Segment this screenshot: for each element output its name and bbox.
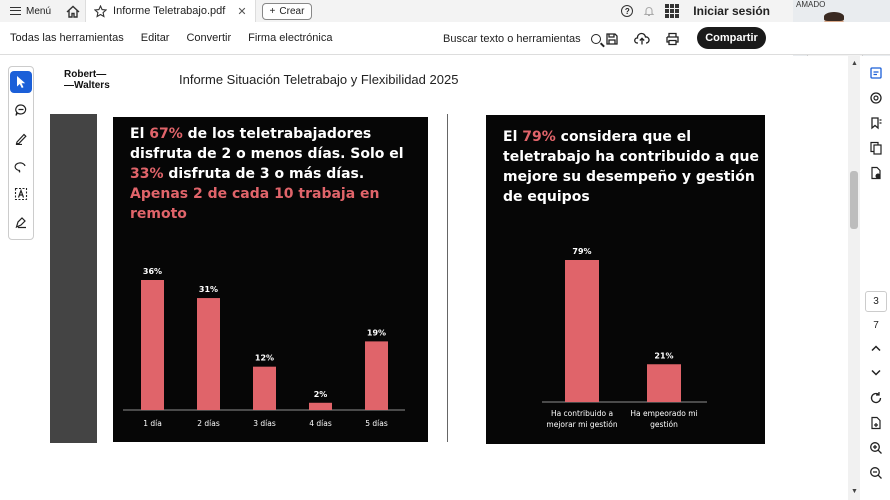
pages-icon[interactable] <box>868 140 884 156</box>
chart-data-label: 12% <box>254 353 275 363</box>
save-icon[interactable] <box>604 31 620 47</box>
chart-data-label: 31% <box>198 285 219 295</box>
pen-nib-icon <box>14 215 28 229</box>
right-heading-part: 79% <box>522 129 556 145</box>
search-label: Buscar texto o herramientas <box>443 32 581 45</box>
main-toolbar <box>0 22 890 55</box>
document-tab-label: Informe Teletrabajo.pdf <box>113 5 226 17</box>
chart-category-label: 4 días <box>309 419 332 428</box>
chart-bar <box>565 260 599 402</box>
total-pages: 7 <box>873 320 879 331</box>
chart-data-label: 79% <box>572 247 592 256</box>
toolbar-edit[interactable]: Editar <box>140 32 170 44</box>
chart-category-label: mejorar mi gestión <box>546 420 618 429</box>
home-button[interactable] <box>61 0 85 22</box>
star-icon[interactable] <box>94 5 107 18</box>
pen-icon <box>14 131 28 145</box>
left-infographic <box>113 117 428 442</box>
toolbar-esign[interactable]: Firma electrónica <box>248 32 333 44</box>
menu-button[interactable] <box>0 0 61 22</box>
previous-slide-edge <box>50 114 97 443</box>
chart-bar <box>647 364 681 402</box>
right-bar-chart <box>486 115 765 444</box>
chart-category-label: 3 días <box>253 419 276 428</box>
protect-file-icon[interactable] <box>868 165 884 181</box>
chevron-down-icon[interactable] <box>868 365 884 381</box>
webcam-label: AMADO <box>796 0 826 9</box>
right-rail <box>862 56 890 500</box>
chart-category-label: Ha contribuido a <box>550 409 614 418</box>
text-tool-button[interactable] <box>10 183 32 205</box>
search-icon <box>591 34 601 44</box>
left-heading-part: El <box>130 126 150 142</box>
home-icon <box>66 5 80 18</box>
bookmark-icon[interactable] <box>868 115 884 131</box>
refresh-icon[interactable] <box>868 390 884 406</box>
toolbar-icons <box>604 22 680 55</box>
chart-data-label: 21% <box>654 351 674 361</box>
select-tool-button[interactable] <box>10 71 32 93</box>
search-tools[interactable] <box>443 22 601 55</box>
document-scrollbar[interactable] <box>848 56 860 500</box>
scroll-down-icon[interactable]: ▼ <box>851 488 858 495</box>
chevron-up-icon[interactable] <box>868 340 884 356</box>
left-tool-rail <box>8 66 34 240</box>
document-tab[interactable] <box>85 0 256 22</box>
menu-label: Menú <box>26 5 52 17</box>
robert-walters-logo: Robert— —Walters <box>64 69 110 91</box>
zoom-in-icon[interactable] <box>868 440 884 456</box>
create-label: Crear <box>279 5 305 17</box>
left-heading-part: Apenas 2 de cada 10 trabaja en remoto <box>130 186 380 222</box>
toolbar-convert[interactable]: Convertir <box>186 32 232 44</box>
left-heading-part: 33% <box>130 166 164 182</box>
share-button[interactable]: Compartir <box>697 27 766 49</box>
document-title: Informe Situación Teletrabajo y Flexibilidad 2025 <box>179 72 459 87</box>
print-icon[interactable] <box>664 31 680 47</box>
chart-data-label: 36% <box>142 267 163 276</box>
cursor-icon <box>15 75 27 89</box>
left-heading-part: de los teletrabajadores disfruta de 2 o menos días. Solo el <box>130 126 404 162</box>
chart-bar <box>365 341 388 410</box>
scroll-thumb[interactable] <box>850 171 858 229</box>
highlight-tool-button[interactable] <box>10 127 32 149</box>
left-bar-chart <box>113 117 428 442</box>
document-page <box>48 56 848 500</box>
chart-category-label: gestión <box>650 420 678 429</box>
right-heading-part: El <box>503 129 523 145</box>
toolbar-all-tools[interactable]: Todas las herramientas <box>10 32 124 44</box>
left-heading-part: 67% <box>149 126 183 142</box>
generative-summary-icon[interactable] <box>868 65 884 81</box>
chart-data-label: 19% <box>366 328 387 338</box>
apps-grid-icon[interactable] <box>665 4 679 18</box>
bell-icon[interactable] <box>643 5 655 17</box>
close-tab-icon[interactable]: ✕ <box>237 5 247 18</box>
upload-cloud-icon[interactable] <box>634 31 650 47</box>
current-page-input[interactable]: 3 <box>865 291 887 312</box>
chart-category-label: 2 días <box>197 419 220 428</box>
right-infographic <box>486 115 765 444</box>
create-button[interactable] <box>262 3 313 20</box>
plus-icon: + <box>269 5 276 17</box>
chart-bar <box>141 280 164 410</box>
comment-panel-icon[interactable] <box>868 90 884 106</box>
comment-tool-button[interactable] <box>10 99 32 121</box>
scroll-up-icon[interactable]: ▲ <box>851 60 858 67</box>
chart-category-label: 5 días <box>365 419 388 428</box>
person-hair <box>824 12 844 21</box>
chart-data-label: 2% <box>313 389 328 399</box>
chart-bar <box>253 367 276 410</box>
chart-category-label: Ha empeorado mi <box>630 409 698 418</box>
logo-line1: Robert <box>64 69 97 80</box>
signin-button[interactable]: Iniciar sesión <box>693 4 770 18</box>
chart-category-label: 1 día <box>143 419 162 428</box>
sign-tool-button[interactable] <box>10 211 32 233</box>
chart-bar <box>309 403 332 410</box>
extract-page-icon[interactable] <box>868 415 884 431</box>
zoom-out-icon[interactable] <box>868 465 884 481</box>
help-icon[interactable]: ? <box>621 5 633 17</box>
left-heading-part: disfruta de 3 o más días. <box>163 166 365 182</box>
column-divider <box>447 114 448 442</box>
text-box-icon <box>14 187 28 201</box>
logo-line2: Walters <box>74 80 110 91</box>
right-heading-part: considera que el teletrabajo ha contribuido a que mejore su desempeño y gestión de equipos <box>503 129 759 205</box>
hamburger-icon <box>10 7 21 15</box>
chart-bar <box>197 298 220 410</box>
lasso-icon <box>14 159 28 173</box>
draw-tool-button[interactable] <box>10 155 32 177</box>
comment-icon <box>14 103 28 117</box>
tab-bar <box>0 0 890 22</box>
